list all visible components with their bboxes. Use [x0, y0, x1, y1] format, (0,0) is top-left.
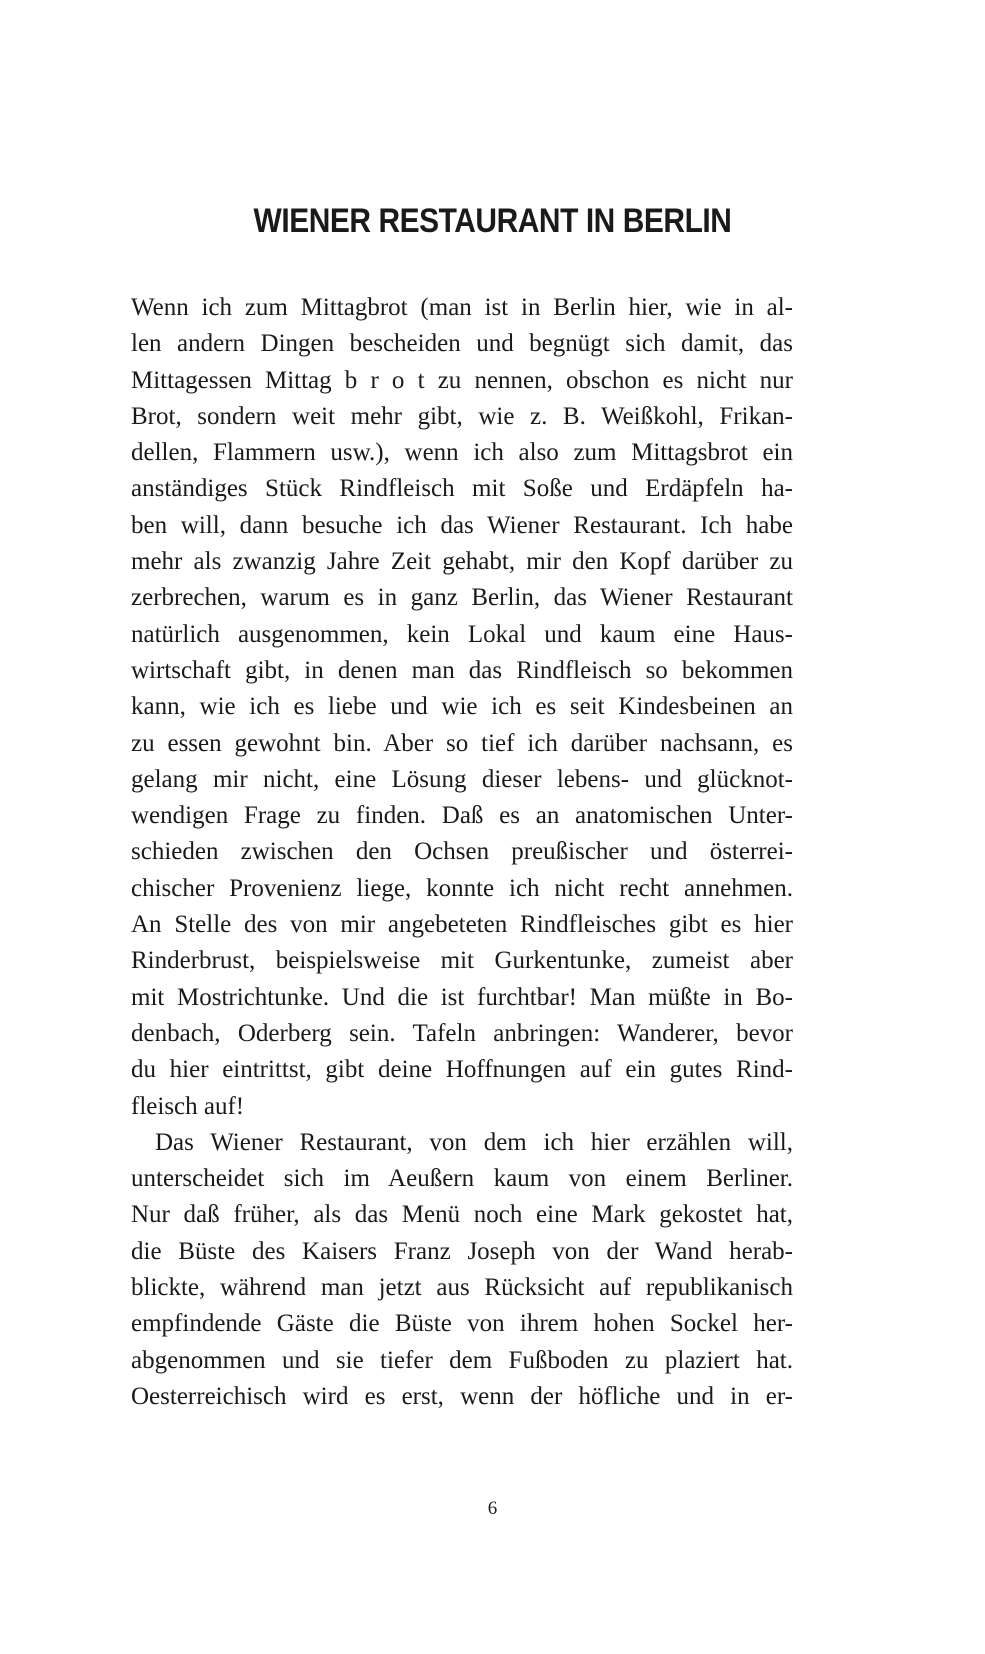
text-line: len andern Dingen bescheiden und begnügt sich damit, das: [131, 330, 793, 358]
text-line: zerbrechen, warum es in ganz Berlin, das Wiener Restaurant: [131, 584, 793, 612]
text-line: Nur daß früher, als das Menü noch eine Mark gekostet hat,: [131, 1201, 793, 1229]
text-line: mehr als zwanzig Jahre Zeit gehabt, mir den Kopf darüber zu: [131, 548, 793, 576]
page-number: 6: [487, 1498, 498, 1519]
paragraph-1: [131, 290, 793, 1125]
text-line: schieden zwischen den Ochsen preußischer und österrei-: [131, 838, 793, 866]
text-line: Rinderbrust, beispielsweise mit Gurkentunke, zumeist aber: [131, 947, 793, 975]
text-line: du hier eintrittst, gibt deine Hoffnungen auf ein gutes Rind-: [131, 1056, 793, 1084]
text-line: Das Wiener Restaurant, von dem ich hier erzählen will,: [155, 1128, 793, 1156]
text-line: mit Mostrichtunke. Und die ist furchtbar! Man müßte in Bo-: [131, 983, 793, 1011]
text-line: An Stelle des von mir angebeteten Rindfleisches gibt es hier: [131, 911, 793, 939]
text-line: Brot, sondern weit mehr gibt, wie z. B. Weißkohl, Frikan-: [131, 402, 793, 430]
text-line: Oesterreichisch wird es erst, wenn der höfliche und in er-: [131, 1382, 793, 1410]
text-line: anständiges Stück Rindfleisch mit Soße und Erdäpfeln ha-: [131, 475, 793, 503]
text-line: dellen, Flammern usw.), wenn ich also zum Mittagsbrot ein: [131, 439, 793, 467]
text-line: fleisch auf!: [131, 1092, 245, 1120]
chapter-title: WIENER RESTAURANT IN BERLIN: [253, 202, 732, 240]
text-line: natürlich ausgenommen, kein Lokal und kaum eine Haus-: [131, 620, 793, 648]
text-line: denbach, Oderberg sein. Tafeln anbringen: Wanderer, bevor: [131, 1019, 793, 1047]
text-line: ben will, dann besuche ich das Wiener Restaurant. Ich habe: [131, 511, 793, 539]
text-line: wirtschaft gibt, in denen man das Rindfleisch so bekommen: [131, 656, 793, 684]
text-line: chischer Provenienz liege, konnte ich nicht recht annehmen.: [131, 874, 793, 902]
body-text: [131, 290, 793, 1415]
text-line: empfindende Gäste die Büste von ihrem hohen Sockel her-: [131, 1310, 793, 1338]
text-line: gelang mir nicht, eine Lösung dieser lebens- und glücknot-: [131, 765, 793, 793]
text-line: Mittagessen Mittag b r o t zu nennen, obschon es nicht nur: [131, 366, 793, 394]
paragraph-2: [131, 1125, 793, 1415]
text-line: wendigen Frage zu finden. Daß es an anatomischen Unter-: [131, 802, 793, 830]
text-line: zu essen gewohnt bin. Aber so tief ich darüber nachsann, es: [131, 729, 793, 757]
text-line: die Büste des Kaisers Franz Joseph von der Wand herab-: [131, 1237, 793, 1265]
text-line: abgenommen und sie tiefer dem Fußboden zu plaziert hat.: [131, 1346, 793, 1374]
text-line: blickte, während man jetzt aus Rücksicht auf republikanisch: [131, 1274, 793, 1302]
text-line: kann, wie ich es liebe und wie ich es seit Kindesbeinen an: [131, 693, 793, 721]
text-line: unterscheidet sich im Aeußern kaum von einem Berliner.: [131, 1165, 793, 1193]
text-line: Wenn ich zum Mittagbrot (man ist in Berlin hier, wie in al-: [131, 294, 793, 321]
